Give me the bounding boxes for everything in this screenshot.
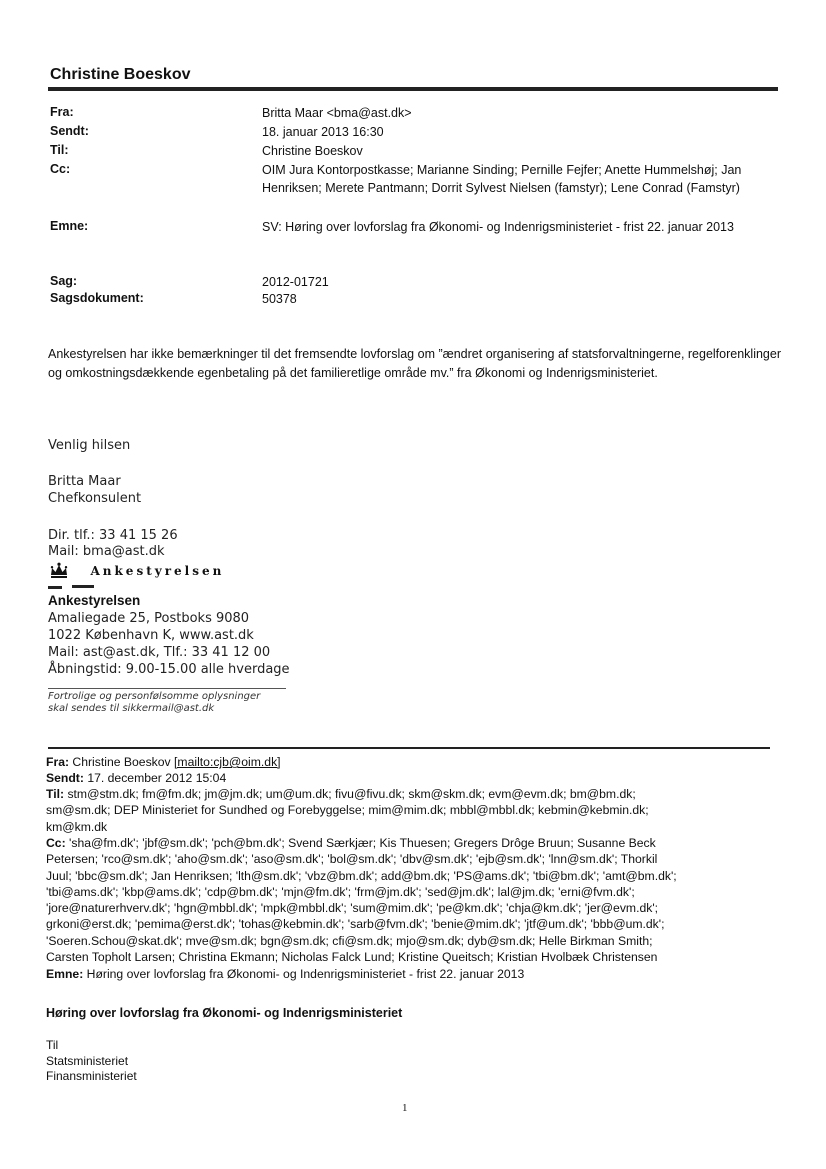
fw-subject-value: Høring over lovforslag fra Økonomi- og Indenrigsministeriet - frist 22. januar 2013 — [86, 967, 525, 981]
confidential-line-1: Fortrolige og personfølsomme oplysninger — [48, 691, 261, 702]
signer-name: Britta Maar — [48, 474, 121, 489]
to-value: Christine Boeskov — [262, 144, 363, 158]
confidential-line-2: skal sendes til sikkermail@ast.dk — [48, 703, 215, 714]
fw-sent-value: 17. december 2012 15:04 — [87, 771, 227, 785]
body-paragraph: Ankestyrelsen har ikke bemærkninger til det fremsendte lovforslag om ”ændret organisering af statsforvaltningerne, regelforenklinger og omkostningsdækkende egenbetaling på det familieretlige område mv.” fra Økonomi og Indenrigsministeriet. — [48, 347, 781, 380]
greeting: Venlig hilsen — [48, 438, 131, 453]
fw-cc-line-1 — [46, 835, 776, 851]
fw-cc-recipients-1: 'sha@fm.dk'; 'jbf@sm.dk'; 'pch@bm.dk'; Svend Særkjær; Kis Thuesen; Gregers Drôge Bruun; Susanne Beck — [69, 836, 656, 850]
sent-label: Sendt: — [50, 124, 89, 138]
cc-label: Cc: — [50, 162, 71, 176]
forward-separator — [48, 747, 770, 749]
fw-cc-label: Cc: — [46, 836, 66, 850]
fw-cc-recipients-3: Juul; 'bbc@sm.dk'; Jan Henriksen; 'lth@sm.dk'; 'vbz@bm.dk'; add@bm.dk; 'PS@ams.dk'; 'tbi@bm.dk'; 'amt@bm.dk'; — [46, 868, 677, 883]
signer-title: Chefkonsulent — [48, 491, 142, 506]
cc-value: OIM Jura Kontorpostkasse; Marianne Sinding; Pernille Fejfer; Anette Hummelshøj; Jan Henriksen; Merete Pantmann; Dorrit Sylvest Nielsen (famstyr); Lene Conrad (Famstyr) — [262, 163, 742, 195]
forwarded-cc-block — [46, 835, 776, 965]
fw-subject-label: Emne: — [46, 967, 84, 981]
contact-line: Mail: ast@ast.dk, Tlf.: 33 41 12 00 — [48, 645, 271, 660]
address-line-1: Amaliegade 25, Postboks 9080 — [48, 611, 250, 626]
ankestyrelsen-logo — [48, 562, 224, 582]
forwarded-from-line — [46, 754, 776, 770]
header-rule — [48, 87, 778, 91]
case-value: 2012-01721 — [262, 275, 329, 289]
signer-mail: Mail: bma@ast.dk — [48, 544, 165, 559]
fw-cc-recipients-7: 'Soeren.Schou@skat.dk'; mve@sm.dk; bgn@sm.dk; cfi@sm.dk; mjo@sm.dk; dyb@sm.dk; Helle Birkman Smith; — [46, 933, 653, 948]
forwarded-heading: Høring over lovforslag fra Økonomi- og Indenrigsministeriet — [46, 1006, 403, 1020]
fw-cc-recipients-4: 'tbi@ams.dk'; 'kbp@ams.dk'; 'cdp@bm.dk'; 'mjn@fm.dk'; 'frm@jm.dk'; 'sed@jm.dk'; lal@jm.dk; 'erni@fvm.dk'; — [46, 884, 635, 899]
logo-dash-right — [72, 585, 94, 588]
fw-sent-label: Sendt: — [46, 771, 84, 785]
sent-value: 18. januar 2013 16:30 — [262, 125, 384, 139]
fw-cc-recipients-2: Petersen; 'rco@sm.dk'; 'aho@sm.dk'; 'aso@sm.dk'; 'bol@sm.dk'; 'dbv@sm.dk'; 'ejb@sm.dk'; 'lnn@sm.dk'; Thorkil — [46, 852, 658, 867]
crown-icon — [48, 562, 70, 580]
fw-cc-recipients-6: grkoni@erst.dk; 'pemima@erst.dk'; 'tohas@kebmin.dk'; 'sarb@fvm.dk'; 'benie@mim.dk'; 'jtf@um.dk'; 'bbb@um.dk'; — [46, 917, 665, 932]
hours-line: Åbningstid: 9.00-15.00 alle hverdage — [48, 662, 290, 677]
confidential-note — [48, 691, 260, 715]
to-label: Til: — [50, 143, 69, 157]
fw-to-line-1 — [46, 786, 776, 802]
forwarded-sent-line — [46, 770, 776, 786]
from-label: Fra: — [50, 105, 74, 119]
from-value: Britta Maar <bma@ast.dk> — [262, 106, 412, 120]
page-number: 1 — [402, 1102, 408, 1114]
forwarded-subject-line — [46, 966, 776, 982]
fw-from-name: Christine Boeskov — [72, 755, 171, 769]
recipient-2: Finansministeriet — [46, 1069, 137, 1083]
subject-label: Emne: — [50, 219, 89, 233]
address-line-2: 1022 København K, www.ast.dk — [48, 628, 254, 643]
fw-from-mailto-link[interactable]: [mailto:cjb@oim.dk] — [174, 755, 281, 769]
case-document-value: 50378 — [262, 292, 297, 306]
til-label: Til — [46, 1038, 59, 1052]
confidential-rule — [48, 688, 286, 689]
signer-phone: Dir. tlf.: 33 41 15 26 — [48, 528, 178, 543]
fw-to-recipients-2: sm@sm.dk; DEP Ministeriet for Sundhed og Forebyggelse; mim@mim.dk; mbbl@mbbl.dk; kebmin@kebmin.dk; — [46, 803, 649, 818]
recipients-block — [46, 1038, 137, 1085]
fw-cc-recipients-8: Carsten Topholt Larsen; Christina Ekmann; Nicholas Falck Lund; Kristine Queitsch; Kristian Hvolbæk Christensen — [46, 950, 658, 965]
sender-name-heading: Christine Boeskov — [50, 66, 191, 83]
fw-cc-recipients-5: 'jore@naturerhverv.dk'; 'hgn@mbbl.dk'; 'mpk@mbbl.dk'; 'sum@mim.dk'; 'pe@km.dk'; 'chja@km.dk'; 'jer@evm.dk'; — [46, 901, 659, 916]
case-label: Sag: — [50, 274, 78, 288]
fw-to-recipients-1: stm@stm.dk; fm@fm.dk; jm@jm.dk; um@um.dk; fivu@fivu.dk; skm@skm.dk; evm@evm.dk; bm@bm.dk; — [67, 787, 636, 801]
recipient-1: Statsministeriet — [46, 1053, 129, 1068]
fw-to-label: Til: — [46, 787, 65, 801]
forwarded-to-block — [46, 786, 776, 835]
logo-wordmark: Ankestyrelsen — [90, 564, 225, 578]
case-document-label: Sagsdokument: — [50, 291, 144, 305]
logo-dash-left — [48, 586, 62, 589]
fw-to-recipients-3: km@km.dk — [46, 819, 108, 834]
fw-from-label: Fra: — [46, 755, 70, 769]
subject-value: SV: Høring over lovforslag fra Økonomi- og Indenrigsministeriet - frist 22. januar 2013 — [262, 220, 734, 234]
org-name: Ankestyrelsen — [48, 593, 141, 608]
